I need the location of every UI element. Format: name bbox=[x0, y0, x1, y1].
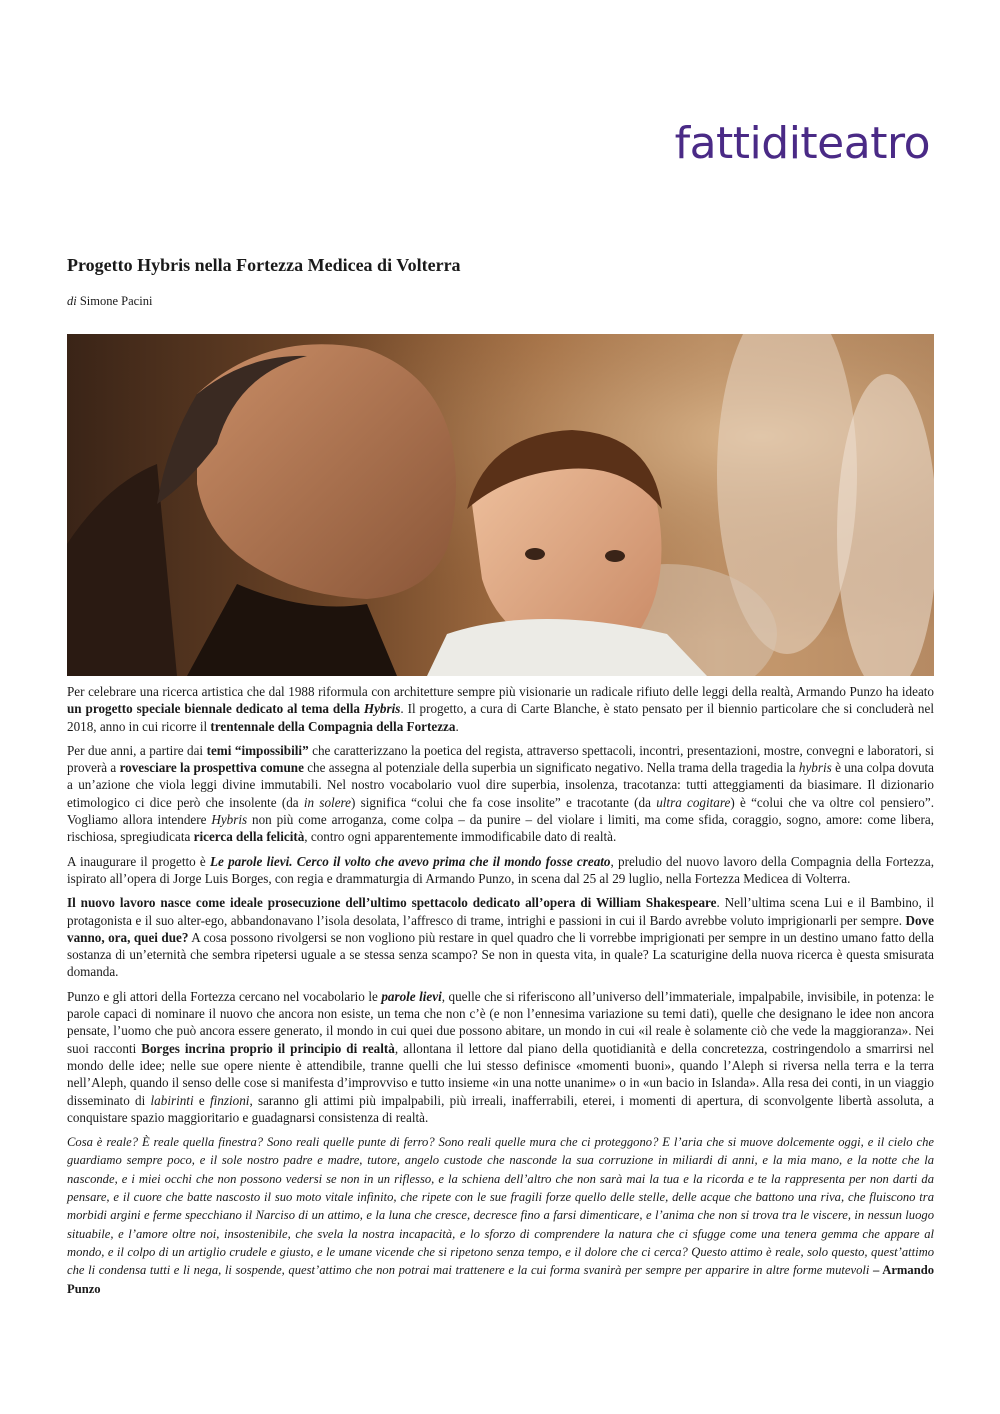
text-run: non più come arroganza, come colpa – da punire – del violare i limiti, ma come sfida, coraggio, sogno, amore: come libera, rischiosa, spregiudicata bbox=[67, 812, 935, 845]
emphasis-text: Le parole lievi. Cerco il volto che avevo prima che il mondo fosse creato bbox=[210, 853, 611, 869]
text-run: Per celebrare una ricerca artistica che dal 1988 riformula con architetture sempre più visionarie un radicale rifiuto delle leggi della realtà, Armando Punzo ha ideato bbox=[67, 684, 934, 699]
emphasis-text: Hybris bbox=[363, 701, 401, 717]
emphasis-text: temi “impossibili” bbox=[206, 742, 309, 758]
photo-man-and-child bbox=[67, 334, 934, 676]
emphasis-text: rovesciare la prospettiva comune bbox=[119, 760, 304, 776]
site-logo[interactable]: fattiditeatro bbox=[674, 118, 930, 169]
text-run: e bbox=[193, 1092, 210, 1108]
quote-paragraph bbox=[67, 1133, 934, 1298]
emphasis-text: un progetto speciale biennale dedicato al tema della bbox=[67, 701, 364, 717]
emphasis-text: labirinti bbox=[150, 1092, 194, 1108]
text-run: Per due anni, a partire dai bbox=[67, 742, 207, 758]
emphasis-text: finzioni bbox=[210, 1092, 250, 1108]
text-run: A inaugurare il progetto è bbox=[67, 853, 210, 869]
text-run: che caratterizzano la poetica del regista, attraverso spettacoli, incontri, presentazioni, mostre, convegni e laboratori, si proverà a bbox=[67, 742, 934, 776]
article-photo bbox=[67, 334, 934, 676]
emphasis-text: ricerca della felicità bbox=[193, 829, 305, 845]
article-title: Progetto Hybris nella Fortezza Medicea di Volterra bbox=[67, 255, 461, 275]
text-run: ) significa “colui che fa cose insolite” e tracotante (da bbox=[351, 794, 657, 810]
quote-attribution: – Armando Punzo bbox=[67, 1263, 934, 1296]
article-body bbox=[67, 683, 934, 1305]
paragraph bbox=[67, 742, 934, 846]
emphasis-text: hybris bbox=[798, 760, 832, 776]
emphasis-text: Il nuovo lavoro nasce come ideale prosecuzione dell’ultimo spettacolo dedicato all’opera di William Shakespeare bbox=[67, 895, 717, 911]
text-run: A cosa possono rivolgersi se non vogliono più restare in quel quadro che li vorrebbe imprigionati per sempre in un destino umano fatto della sostanza di un’eternità che sembra ripetersi uguale a se stessa senza scampo? Se non in questa vita, in quale? La scaturigine della nuova ricerca è questa smisurata domanda. bbox=[67, 929, 934, 980]
text-run: , contro ogni apparentemente immodificabile dato di realtà. bbox=[304, 829, 617, 845]
quote-text: Cosa è reale? È reale quella finestra? Sono reali quelle punte di ferro? Sono reali quelle mura che ci proteggono? E l’aria che si muove dolcemente oggi, e il cielo che guardiamo sempre poco, e il sole nostro padre e madre, tutore, angelo custode che nasconde la sua corruzione in miliardi di anni, e la mia mano, e la notte che la nasconde, e i miei occhi che non possono vedersi se non in un riflesso, e la schiena dell’altro che non sarà mai la tua e la ricorda e te la rappresenta per non darti da pensare, e il cuore che batte nascosto il suo moto vitale infinito, che ripete con le sue fragili forze quello delle stelle, delle acque che battono una riva, che fluiscono tra morbidi argini e ferme specchiano il Narciso di un attimo, e la luna che cresce, decresce fino a farsi dimenticare, e l’anima che non si trova tra le viscere, in nessun luogo situabile, e l’amore oltre noi, insostenibile, che svela la nostra incapacità, e lo sforzo di comprendere la natura che ci sfugge come una tenera gemma che appare al mondo, e il colpo di un artiglio crudele e giusto, e le umane vicende che si ripetono senza tempo, e il dolore che ci cerca? Questo attimo è reale, solo questo, quest’attimo che li condensa tutti e li nega, li sospende, quest’attimo che non potrai mai trattenere e la cui forma svanirà per sempre per apparire in altre forme mutevoli bbox=[67, 1135, 934, 1278]
paragraph bbox=[67, 988, 934, 1126]
text-run: . Il progetto, a cura di Carte Blanche, è stato pensato per il biennio particolare che si concluderà nel 2018, anno in cui ricorre il bbox=[67, 701, 934, 734]
text-run: , allontana il lettore dal piano della quotidianità e della concretezza, costringendolo a smarrirsi nel mondo delle idee; nelle sue opere niente è attendibile, tranne quelli che lui stesso definisce «momenti buoni», quando l’Aleph si riversa nella terra e la terra nell’Aleph, quando il senso delle cose si manifesta d’improvviso e tutto insieme «in una notte unanime» o in «un bacio in Islanda». Alla resa dei conti, in un viaggio disseminato di bbox=[67, 1040, 934, 1108]
paragraph bbox=[67, 853, 934, 888]
byline bbox=[67, 294, 152, 309]
emphasis-text: Dove vanno, ora, quei due? bbox=[67, 912, 934, 945]
text-run: , saranno gli attimi più impalpabili, più irreali, inafferrabili, eterei, i momenti di apertura, di sconvolgente libertà assoluta, a conquistare spazio maggioritario e guadagnarsi consistenza di realtà. bbox=[67, 1092, 934, 1125]
text-run: che assegna al potenziale della superbia un significato negativo. Nella trama della tragedia la bbox=[303, 760, 799, 776]
paragraph bbox=[67, 683, 934, 735]
text-run: . bbox=[455, 718, 459, 734]
emphasis-text: Borges incrina proprio il principio di realtà bbox=[141, 1040, 395, 1056]
byline-prefix: di bbox=[67, 294, 77, 308]
text-run: Punzo e gli attori della Fortezza cercano nel vocabolario le bbox=[67, 988, 382, 1004]
text-run: è una colpa dovuta a un’azione che viola leggi divine immutabili. Nel nostro vocabolario vuol dire superbia, insolenza, tracotanza: tutti atteggiamenti da biasimare. Il dizionario etimologico ci dice però che insolente (da bbox=[67, 760, 934, 810]
emphasis-text: trentennale della Compagnia della Fortezza bbox=[210, 718, 456, 734]
emphasis-text: ultra cogitare bbox=[656, 794, 731, 810]
emphasis-text: parole lievi bbox=[381, 988, 442, 1004]
author-name: Simone Pacini bbox=[79, 294, 153, 308]
emphasis-text: in solere bbox=[303, 794, 351, 810]
text-run: ) è “colui che va oltre col pensiero”. Vogliamo allora intendere bbox=[67, 794, 934, 828]
text-run: , preludio del nuovo lavoro della Compagnia della Fortezza, ispirato all’opera di Jorge Luis Borges, con regia e drammaturgia di Armando Punzo, in scena dal 25 al 29 luglio, nella Fortezza Medicea di Volterra. bbox=[67, 853, 934, 886]
emphasis-text: Hybris bbox=[211, 812, 248, 828]
text-run: , quelle che si riferiscono all’universo dell’immateriale, impalpabile, invisibile, in potenza: le parole capaci di nominare il nuovo che ancora non esiste, un tema che non c’è (e non l’ennesima variazione su temi dati), quelle che designano le idee non ancora pensate, l’uomo che può ancora essere generato, il mondo in cui quei due possono abitare, un mondo in cui «il reale è solamente ciò che vede la maggioranza». Nei suoi racconti bbox=[67, 988, 935, 1056]
paragraph bbox=[67, 894, 934, 980]
text-run: . Nell’ultima scena Lui e il Bambino, il protagonista e il suo alter-ego, abbandonavano l’isola desolata, l’affresco di trame, intrighi e passioni in cui il Bardo avrebbe voluto imprigionarli per sempre. bbox=[67, 895, 934, 928]
